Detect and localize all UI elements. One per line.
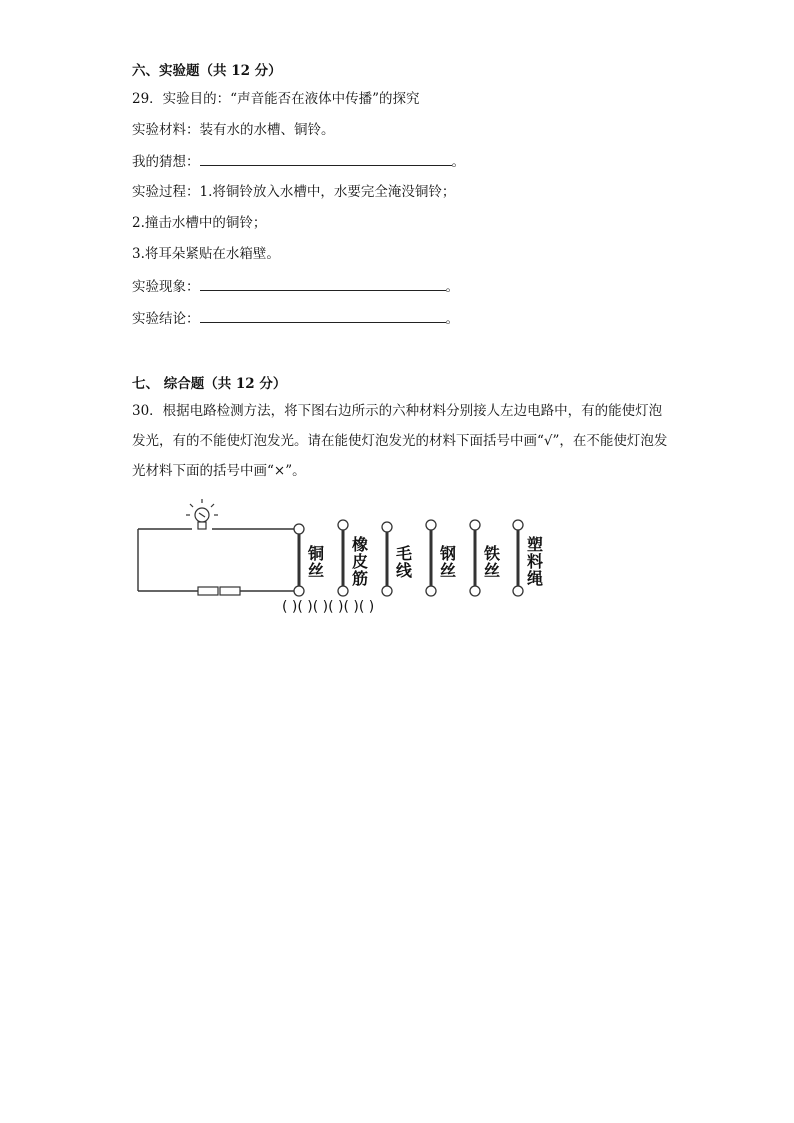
material-label-char: 料 — [527, 552, 544, 571]
terminal-top — [426, 520, 436, 530]
light-bulb-icon — [186, 499, 218, 529]
material-item-3 — [382, 522, 413, 596]
phenomenon-period: 。 — [445, 279, 459, 295]
answer-brackets[interactable]: ( )( )( )( )( )( ) — [282, 599, 375, 615]
material-label-char: 线 — [396, 561, 413, 580]
terminal-top — [294, 524, 304, 534]
phenomenon-answer-blank[interactable] — [200, 277, 446, 291]
conclusion-answer-blank[interactable] — [200, 309, 446, 323]
material-label-char: 皮 — [352, 552, 369, 571]
material-label-char: 毛 — [396, 544, 413, 563]
question-30-text: 30．根据电路检测方法，将下图右边所示的六种材料分别接人左边电路中，有的能使灯泡发光，有的不能使灯泡发光。请在能使灯泡发光的材料下面括号中画“√”，在不能使灯泡发光材料下面的括号中画“×”。 — [132, 403, 668, 479]
terminal-top — [382, 522, 392, 532]
section-6-heading: 六、实验题（共 12 分） — [132, 63, 282, 79]
terminal-bottom — [294, 586, 304, 596]
material-label-char: 橡 — [352, 535, 369, 554]
material-label-char: 铁 — [484, 544, 501, 563]
materials-line: 实验材料：装有水的水槽、铜铃。 — [132, 122, 335, 138]
terminal-bottom — [338, 586, 348, 596]
process-step-1: 实验过程：1.将铜铃放入水槽中，水要完全淹没铜铃； — [132, 184, 456, 200]
process-step-3: 3.将耳朵紧贴在水箱壁。 — [132, 246, 280, 262]
conclusion-label: 实验结论： — [132, 311, 200, 327]
circuit-diagram — [0, 495, 794, 635]
terminal-bottom — [382, 586, 392, 596]
process-step-2: 2.撞击水槽中的铜铃； — [132, 215, 267, 231]
material-label-char: 丝 — [308, 561, 325, 580]
phenomenon-line — [132, 277, 459, 296]
material-label-char: 铜 — [308, 544, 325, 563]
material-item-4 — [426, 520, 456, 596]
material-label-char: 丝 — [484, 561, 501, 580]
material-label-char: 塑 — [527, 535, 544, 554]
terminal-top — [338, 520, 348, 530]
materials-group — [294, 520, 543, 596]
guess-period: 。 — [451, 154, 465, 170]
guess-line — [132, 152, 465, 171]
material-label-char: 丝 — [440, 561, 457, 580]
battery-icon — [198, 587, 240, 595]
material-item-6 — [513, 520, 543, 596]
terminal-top — [470, 520, 480, 530]
material-label-char: 钢 — [440, 544, 457, 563]
terminal-bottom — [513, 586, 523, 596]
terminal-bottom — [426, 586, 436, 596]
guess-label: 我的猜想： — [132, 154, 200, 170]
material-item-1 — [294, 524, 324, 596]
question-29-title: 29．实验目的：“声音能否在液体中传播”的探究 — [132, 91, 420, 107]
section-7-heading: 七、 综合题（共 12 分） — [132, 376, 287, 392]
circuit-wires — [138, 529, 294, 591]
material-label-char: 绳 — [527, 569, 544, 588]
terminal-bottom — [470, 586, 480, 596]
conclusion-line — [132, 309, 459, 328]
phenomenon-label: 实验现象： — [132, 279, 200, 295]
conclusion-period: 。 — [445, 311, 459, 327]
terminal-top — [513, 520, 523, 530]
material-item-2 — [338, 520, 368, 596]
guess-answer-blank[interactable] — [200, 152, 452, 166]
material-item-5 — [470, 520, 500, 596]
material-label-char: 筋 — [352, 569, 369, 588]
